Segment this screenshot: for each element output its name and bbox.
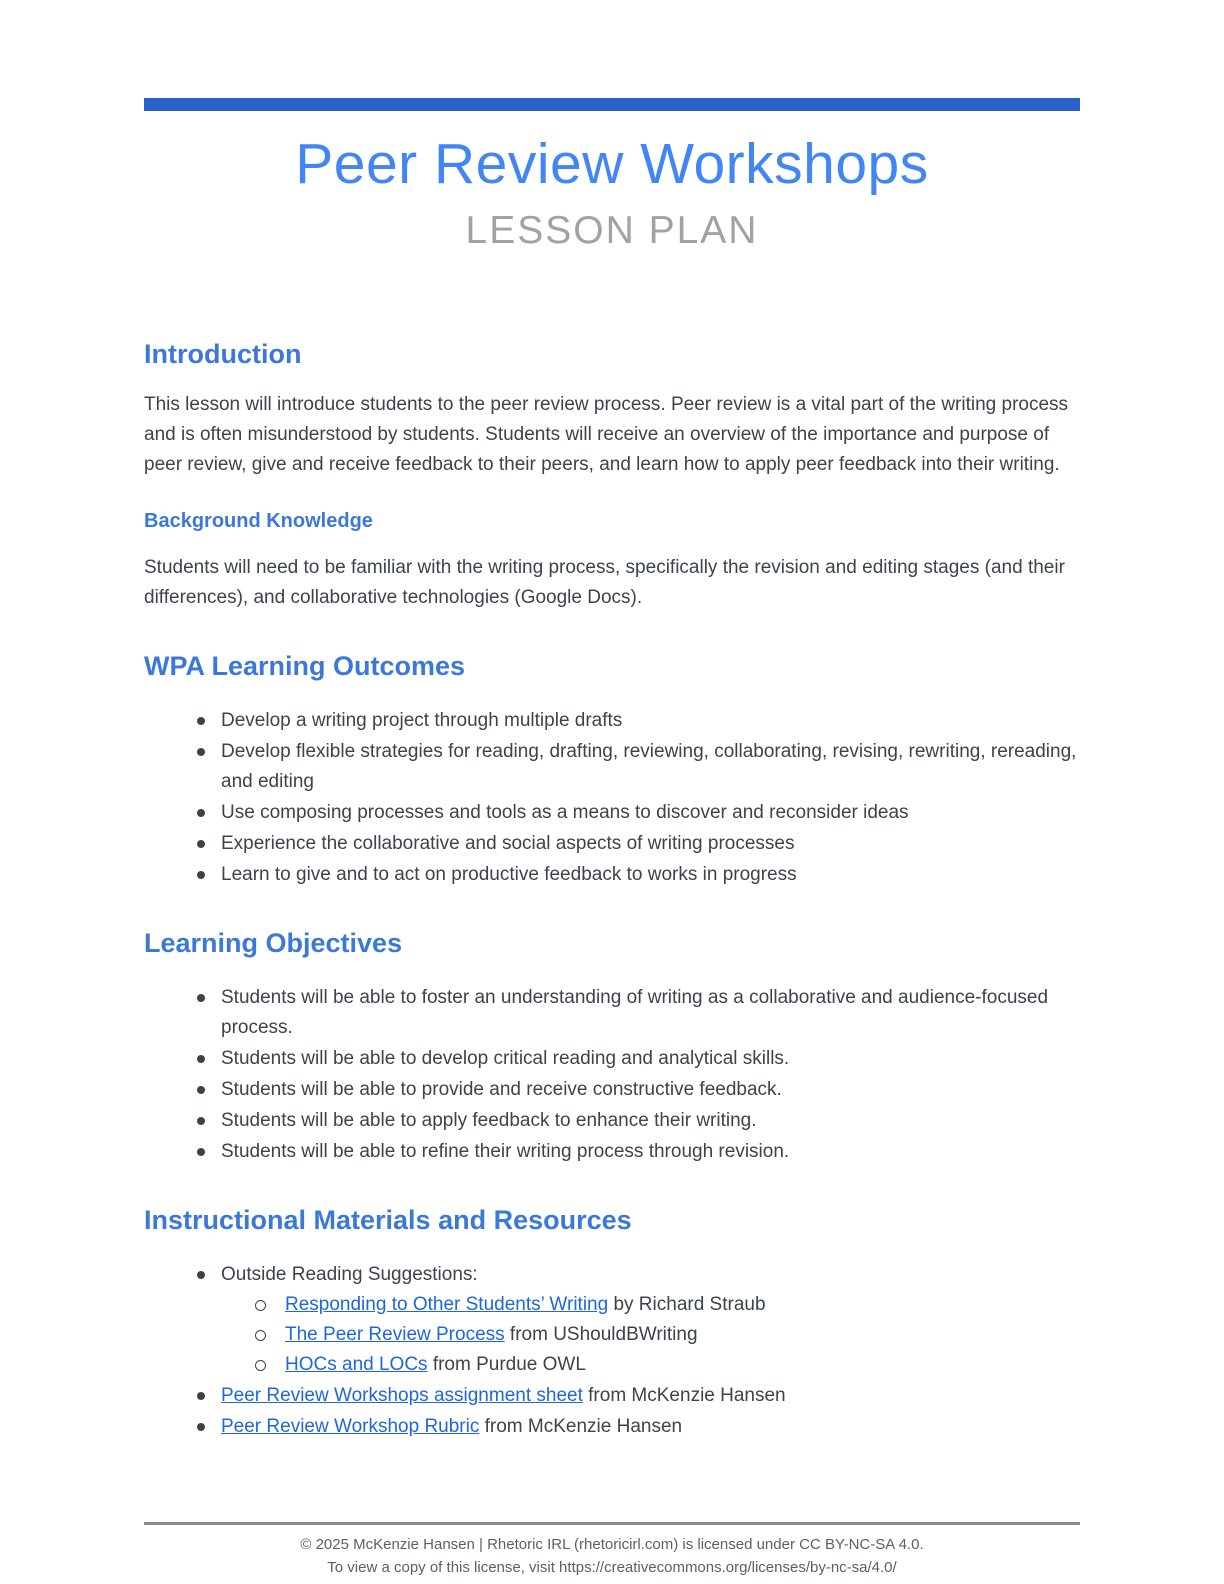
list-item-outside-reading	[221, 1260, 1080, 1380]
page-title: Peer Review Workshops	[295, 132, 929, 196]
link-assignment-sheet[interactable]: Peer Review Workshops assignment sheet	[221, 1385, 583, 1406]
learning-objectives-list	[144, 983, 1080, 1167]
link-suffix: from Purdue OWL	[427, 1354, 586, 1375]
top-accent-bar	[144, 98, 1080, 111]
link-workshop-rubric[interactable]: Peer Review Workshop Rubric	[221, 1416, 480, 1437]
section-heading-introduction: Introduction	[144, 339, 302, 369]
section-heading-wpa-learning-outcomes: WPA Learning Outcomes	[144, 651, 466, 681]
list-item: Use composing processes and tools as a means to discover and reconsider ideas	[221, 798, 1080, 828]
list-item	[285, 1290, 1080, 1320]
page-footer	[144, 1522, 1080, 1584]
footer-line-2: To view a copy of this license, visit https://creativecommons.org/licenses/by-nc-sa/4.0/	[327, 1559, 897, 1576]
introduction-paragraph: This lesson will introduce students to the peer review process. Peer review is a vital part of the writing process and is often misunderstood by students. Students will receive an overview of the importance and purpose of peer review, give and receive feedback to their peers, and learn how to apply peer feedback into their writing.	[144, 394, 1069, 475]
list-item	[221, 1381, 1080, 1411]
list-item	[285, 1320, 1080, 1350]
link-hocs-and-locs[interactable]: HOCs and LOCs	[285, 1354, 428, 1375]
document-content	[0, 98, 1224, 1442]
link-suffix: from McKenzie Hansen	[479, 1416, 683, 1437]
list-item: Students will be able to develop critical reading and analytical skills.	[221, 1044, 1080, 1074]
wpa-outcomes-list	[144, 706, 1080, 890]
list-item: Develop flexible strategies for reading, drafting, reviewing, collaborating, revising, rewriting, rereading, and editing	[221, 737, 1080, 797]
materials-list	[144, 1260, 1080, 1442]
footer-divider	[144, 1522, 1080, 1525]
list-item	[285, 1350, 1080, 1380]
link-responding-to-other-students-writing[interactable]: Responding to Other Students’ Writing	[285, 1294, 609, 1315]
outside-reading-sublist	[221, 1290, 1080, 1380]
link-suffix: by Richard Straub	[608, 1294, 766, 1315]
outside-reading-label: Outside Reading Suggestions:	[221, 1264, 478, 1285]
page-subtitle: LESSON PLAN	[465, 209, 759, 252]
list-item: Students will be able to foster an understanding of writing as a collaborative and audience-focused process.	[221, 983, 1080, 1043]
footer-license-text	[144, 1533, 1080, 1579]
list-item	[221, 1412, 1080, 1442]
background-knowledge-paragraph: Students will need to be familiar with the writing process, specifically the revision and editing stages (and their differences), and collaborative technologies (Google Docs).	[144, 557, 1065, 608]
list-item: Experience the collaborative and social aspects of writing processes	[221, 829, 1080, 859]
link-the-peer-review-process[interactable]: The Peer Review Process	[285, 1324, 505, 1345]
list-item: Students will be able to provide and receive constructive feedback.	[221, 1075, 1080, 1105]
list-item: Learn to give and to act on productive feedback to works in progress	[221, 860, 1080, 890]
list-item: Students will be able to apply feedback to enhance their writing.	[221, 1106, 1080, 1136]
section-heading-learning-objectives: Learning Objectives	[144, 928, 403, 958]
link-suffix: from UShouldBWriting	[504, 1324, 698, 1345]
link-suffix: from McKenzie Hansen	[582, 1385, 786, 1406]
list-item: Students will be able to refine their writing process through revision.	[221, 1137, 1080, 1167]
sub-heading-background-knowledge: Background Knowledge	[144, 510, 373, 532]
list-item: Develop a writing project through multiple drafts	[221, 706, 1080, 736]
section-heading-instructional-materials: Instructional Materials and Resources	[144, 1205, 632, 1235]
footer-line-1: © 2025 McKenzie Hansen | Rhetoric IRL (rhetoricirl.com) is licensed under CC BY-NC-SA 4.0.	[300, 1536, 924, 1553]
